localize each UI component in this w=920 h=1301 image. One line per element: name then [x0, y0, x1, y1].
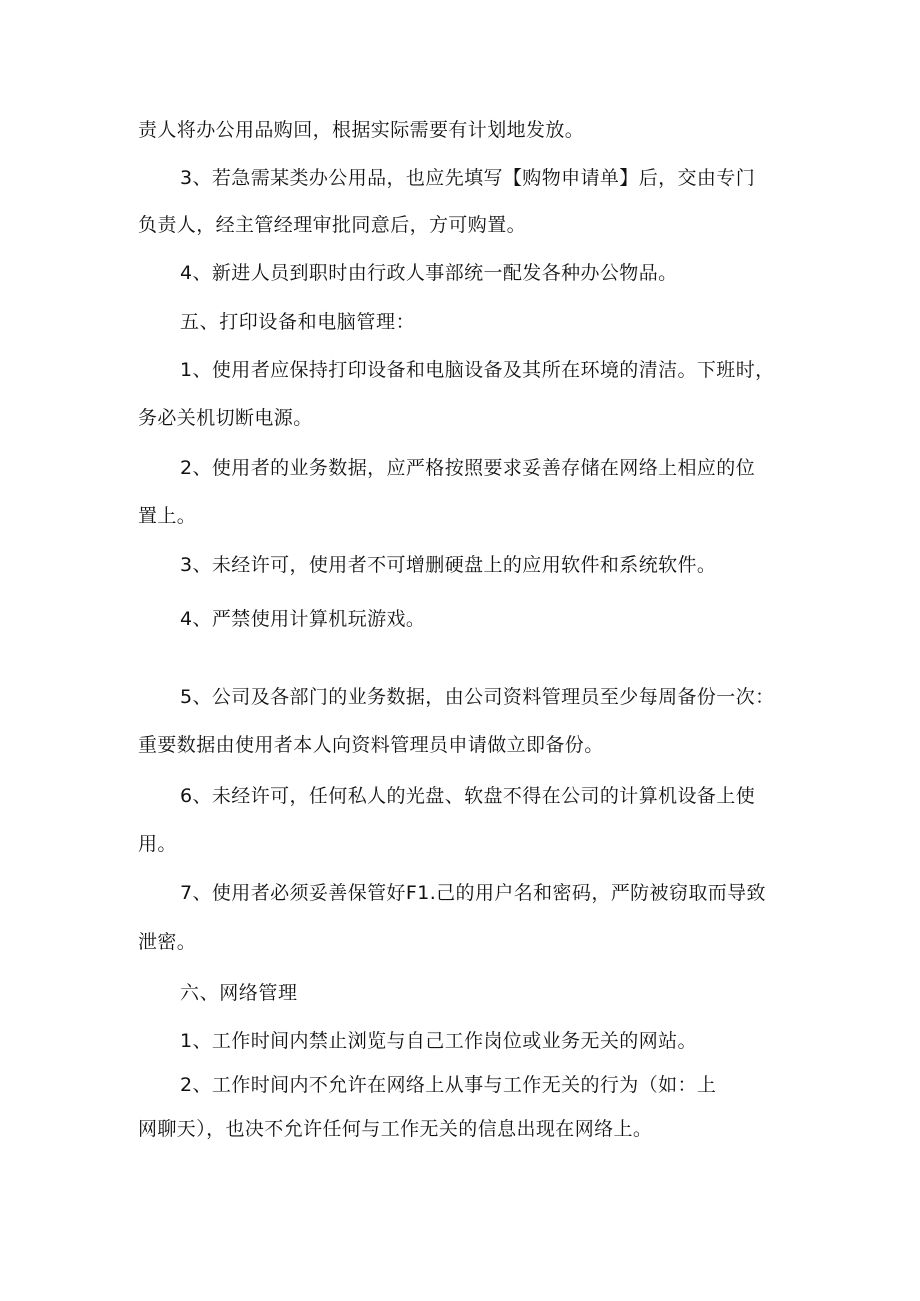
text-line: 2、工作时间内不允许在网络上从事与工作无关的行为（如：上	[180, 1074, 717, 1096]
text-line: 5、公司及各部门的业务数据，由公司资料管理员至少每周备份一次：	[180, 686, 775, 708]
text-line: 3、若急需某类办公用品，也应先填写【购物申请单】后，交由专门	[180, 167, 756, 189]
text-line: 重要数据由使用者本人向资料管理员申请做立即备份。	[138, 734, 604, 756]
text-line: 4、严禁使用计算机玩游戏。	[180, 608, 426, 630]
text-line: 用。	[138, 833, 177, 855]
text-line: 4、新进人员到职时由行政人事部统一配发各种办公物品。	[180, 262, 678, 284]
text-line: 泄密。	[138, 931, 197, 953]
text-line: 6、未经许可，任何私人的光盘、软盘不得在公司的计算机设备上使	[180, 785, 756, 807]
text-line: 1、工作时间内禁止浏览与自己工作岗位或业务无关的网站。	[180, 1030, 697, 1052]
section-heading: 五、打印设备和电脑管理：	[180, 311, 416, 333]
text-line: 7、使用者必须妥善保管好F1.己的用户名和密码，严防被窃取而导致	[180, 882, 766, 904]
text-line: 网聊天），也决不允许任何与工作无关的信息出现在网络上。	[138, 1118, 653, 1140]
text-line: 1、使用者应保持打印设备和电脑设备及其所在环境的清洁。下班时，	[180, 359, 775, 381]
text-line: 负责人，经主管经理审批同意后，方可购置。	[138, 214, 527, 236]
text-line: 2、使用者的业务数据，应严格按照要求妥善存储在网络上相应的位	[180, 457, 756, 479]
text-line: 3、未经许可，使用者不可增删硬盘上的应用软件和系统软件。	[180, 554, 717, 576]
text-line: 务必关机切断电源。	[138, 407, 313, 429]
text-line: 置上。	[138, 505, 197, 527]
text-line: 责人将办公用品购回，根据实际需要有计划地发放。	[138, 119, 585, 141]
section-heading: 六、网络管理	[180, 982, 298, 1004]
